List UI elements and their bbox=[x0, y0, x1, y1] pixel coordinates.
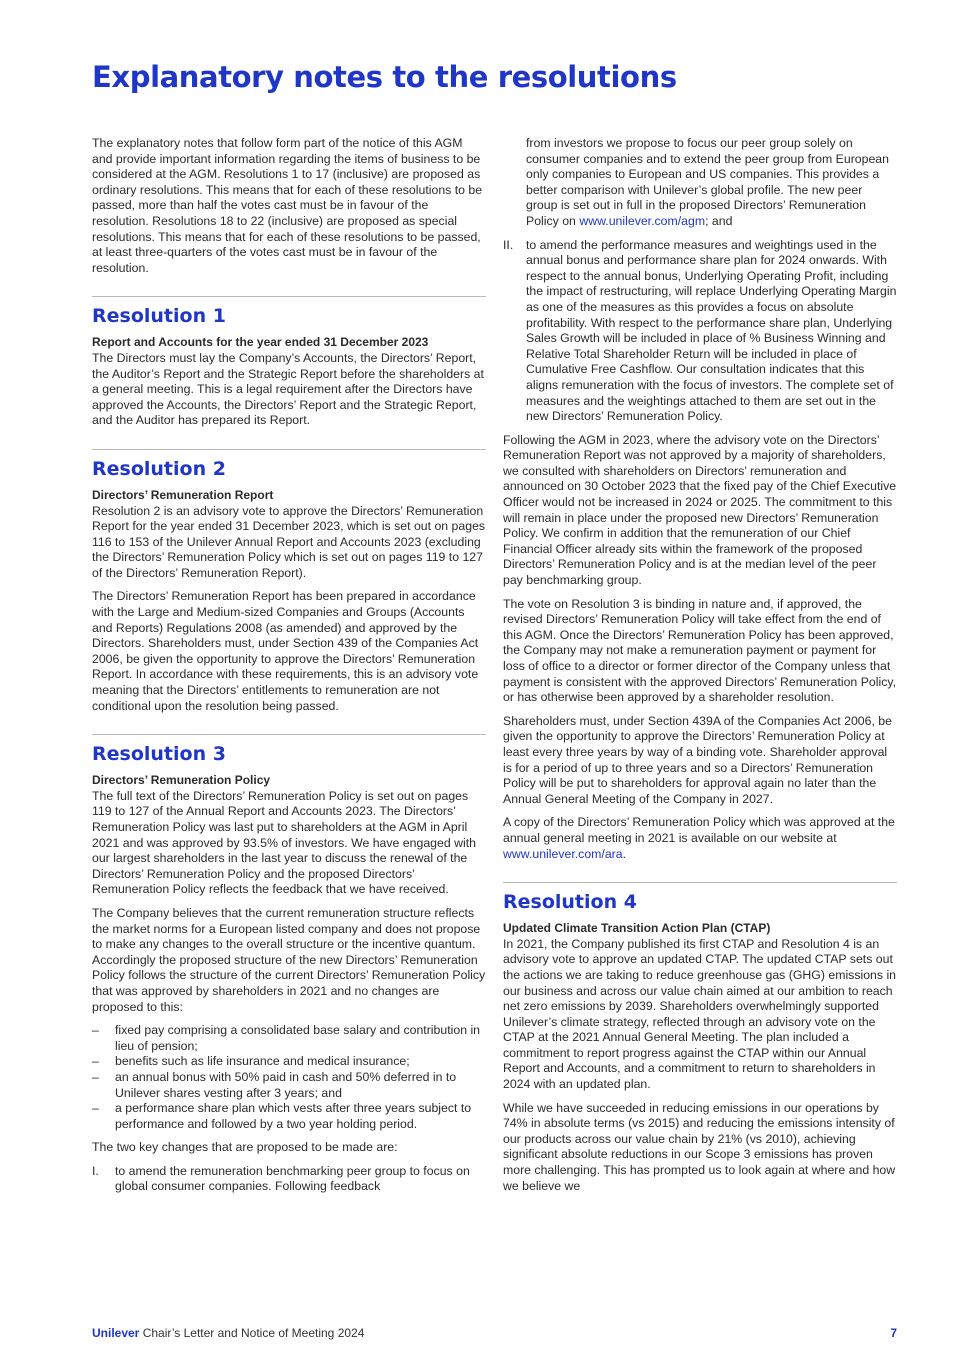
policy-copy-tail: . bbox=[622, 846, 627, 861]
resolution-2-text bbox=[92, 488, 486, 582]
page-number: 7 bbox=[890, 1326, 897, 1340]
list-item bbox=[92, 1054, 486, 1070]
dash-marker: – bbox=[92, 1069, 99, 1084]
list-item bbox=[92, 1070, 486, 1101]
list-item bbox=[92, 1101, 486, 1132]
list-item bbox=[92, 1164, 486, 1195]
divider bbox=[503, 882, 897, 883]
dash-marker: – bbox=[92, 1023, 99, 1038]
footer-brand: Unilever bbox=[92, 1326, 140, 1340]
resolution-2-subheading: Directors’ Remuneration Report bbox=[92, 487, 274, 502]
change-1-text: to amend the remuneration benchmarking peer group to focus on global consumer companies. Following feedback bbox=[115, 1163, 470, 1194]
page-title: Explanatory notes to the resolutions bbox=[92, 60, 677, 94]
list-item bbox=[92, 1023, 486, 1054]
resolution-4-subheading: Updated Climate Transition Action Plan (CTAP) bbox=[503, 921, 771, 936]
resolution-1-subheading: Report and Accounts for the year ended 31 December 2023 bbox=[92, 335, 429, 350]
divider bbox=[92, 296, 486, 297]
resolution-1-body: The Directors must lay the Company’s Accounts, the Directors’ Report, the Auditor’s Report and the Strategic Report before the shareholders at a general meeting. This is a legal requirement after the Directors have approved the Accounts, the Directors’ Report and the Strategic Report, and the Auditor has prepared its Report. bbox=[92, 350, 484, 428]
binding-vote-paragraph: The vote on Resolution 3 is binding in nature and, if approved, the revised Directors’ Remuneration Policy will take effect from the end of this AGM. Once the Directors’ Remuneration Policy has been approved, the Company may not make a remuneration payment or payment for loss of office to a director or former director of the Company unless that payment is consistent with the approved Directors’ Remuneration Policy, or has otherwise been approved by a shareholder resolution. bbox=[503, 596, 896, 705]
change-1-continuation bbox=[503, 136, 897, 230]
resolution-2-heading: Resolution 2 bbox=[92, 457, 226, 480]
list-item-text: a performance share plan which vests after three years subject to performance and followed by a two year holding period. bbox=[115, 1101, 472, 1131]
resolution-4-body-1: In 2021, the Company published its first CTAP and Resolution 4 is an advisory vote to approve an updated CTAP. The updated CTAP sets out the actions we are taking to reduce greenhouse gas (GHG) emissions in our business and across our value chain aimed at our ambition to reach net zero emissions by 2039. Shareholders overwhelmingly supported Unilever’s climate strategy, reflected through an advisory vote on the CTAP at the 2021 Annual General Meeting. The plan included a commitment to report progress against the CTAP within our Annual Report and Accounts, and a commitment to return to shareholders in 2024 with an updated plan. bbox=[503, 936, 897, 1092]
policy-copy-paragraph bbox=[503, 815, 897, 862]
divider bbox=[92, 734, 486, 735]
roman-marker: II. bbox=[503, 237, 514, 252]
footer-document-title: Chair’s Letter and Notice of Meeting 2024 bbox=[139, 1326, 365, 1340]
resolution-3-body-1: The full text of the Directors’ Remuneration Policy is set out on pages 119 to 127 of the Annual Report and Accounts 2023. The Directors’ Remuneration Policy was last put to shareholders at the AGM in April 2021 and was approved by 93.5% of investors. We have engaged with our largest shareholders in the last year to discuss the renewal of the Directors’ Remuneration Policy and the proposed Directors’ Remuneration Policy reflects the feedback that we have received. bbox=[92, 788, 476, 897]
dash-marker: – bbox=[92, 1101, 99, 1116]
change-1-continuation-text: from investors we propose to focus our peer group solely on consumer companies and to extend the peer group from European only companies to European and US companies. This provides a better comparison with Unilever’s global profile. The new peer group is set out in full in the proposed Directors’ Remuneration Policy on bbox=[526, 136, 889, 228]
dash-marker: – bbox=[92, 1054, 99, 1069]
resolution-1-text bbox=[92, 335, 486, 429]
resolution-3-heading: Resolution 3 bbox=[92, 743, 226, 766]
list-item-text: benefits such as life insurance and medical insurance; bbox=[115, 1054, 410, 1069]
key-changes-list bbox=[92, 1164, 486, 1195]
following-agm-paragraph: Following the AGM in 2023, where the advisory vote on the Directors’ Remuneration Report was not approved by a majority of shareholders, we consulted with shareholders on Directors’ remuneration and announced on 30 October 2023 that the fixed pay of the Chief Executive Officer would not be increased in 2024 or 2025. The commitment to this will remain in place under the proposed new Directors’ Remuneration Policy. We confirm in addition that the remuneration of our Chief Financial Officer already sits within the framework of the proposed Directors’ Remuneration Policy and is at the median level of the peer pay benchmarking group. bbox=[503, 432, 897, 588]
resolution-3-subheading: Directors’ Remuneration Policy bbox=[92, 773, 271, 788]
list-item-text: an annual bonus with 50% paid in cash and 50% deferred in to Unilever shares vesting after 3 years; and bbox=[115, 1069, 457, 1100]
intro-paragraph: The explanatory notes that follow form part of the notice of this AGM and provide important information regarding the items of business to be considered at the AGM. Resolutions 1 to 17 (inclusive) are proposed as ordinary resolutions. This means that for each of these resolutions to be passed, more than half the votes cast must be in favour of the resolution. Resolutions 18 to 22 (inclusive) are proposed as special resolutions. This means that for each of these resolutions to be passed, at least three-quarters of the votes cast must be in favour of the resolution. bbox=[92, 136, 483, 275]
list-item bbox=[503, 238, 897, 425]
policy-structure-list bbox=[92, 1023, 486, 1132]
ara-link[interactable]: www.unilever.com/ara bbox=[503, 846, 623, 861]
resolution-1-heading: Resolution 1 bbox=[92, 305, 226, 328]
resolution-2-body-1: Resolution 2 is an advisory vote to approve the Directors’ Remuneration Report for the year ended 31 December 2023, which is set out on pages 116 to 153 of the Unilever Annual Report and Accounts 2023 (excluding the Directors’ Remuneration Policy which is set out on pages 119 to 127 of the Directors’ Remuneration Report). bbox=[92, 503, 486, 580]
resolution-3-body-2: The Company believes that the current remuneration structure reflects the market norms for a European listed company and does not propose to make any changes to the overall structure or the incentive quantum. Accordingly the proposed structure of the new Directors’ Remuneration Policy follows the structure of the current Directors’ Remuneration Policy that was approved by shareholders in 2021 and no changes are proposed to this: bbox=[92, 905, 486, 1014]
right-column bbox=[503, 136, 897, 1202]
resolution-4-heading: Resolution 4 bbox=[503, 891, 637, 914]
resolution-2-body-2: The Directors’ Remuneration Report has been prepared in accordance with the Large and Medium-sized Companies and Groups (Accounts and Reports) Regulations 2008 (as amended) and approved by the Directors. Shareholders must, under Section 439 of the Companies Act 2006, be given the opportunity to approve the Directors’ Remuneration Report. In accordance with these requirements, this is an advisory vote meaning that the Directors’ entitlements to remuneration are not conditional upon the resolution being passed. bbox=[92, 589, 479, 713]
policy-copy-text: A copy of the Directors’ Remuneration Policy which was approved at the annual general meeting in 2021 is available on our website at bbox=[503, 815, 895, 845]
key-changes-list-continued bbox=[503, 238, 897, 425]
resolution-4-text bbox=[503, 921, 897, 1093]
changes-intro: The two key changes that are proposed to be made are: bbox=[92, 1140, 398, 1155]
resolution-4-body-2: While we have succeeded in reducing emissions in our operations by 74% in absolute terms (vs 2015) and reducing the emissions intensity of our products across our value chain by 21% (vs 2010), achieving significant absolute reductions in our Scope 3 emissions has proven more challenging. This has prompted us to look again at where and how we believe we bbox=[503, 1100, 896, 1193]
list-item-text: fixed pay comprising a consolidated base salary and contribution in lieu of pension; bbox=[115, 1023, 481, 1053]
left-column bbox=[92, 136, 486, 1203]
change-1-tail: ; and bbox=[705, 213, 733, 228]
section-439a-paragraph: Shareholders must, under Section 439A of the Companies Act 2006, be given the opportunity to approve the Directors’ Remuneration Policy at least every three years by way of a binding vote. Shareholder approval is for a period of up to three years and so a Directors’ Remuneration Policy will be put to shareholders for approval again no later than the Annual General Meeting of the Company in 2027. bbox=[503, 713, 892, 806]
resolution-3-text bbox=[92, 773, 486, 898]
page-footer bbox=[92, 1326, 897, 1340]
agm-link[interactable]: www.unilever.com/agm bbox=[579, 213, 706, 228]
change-2-text: to amend the performance measures and weightings used in the annual bonus and performance share plan for 2024 onwards. With respect to the annual bonus, Underlying Operating Profit, including the impact of restructuring, will replace Underlying Operating Margin as one of the measures as this provides a focus on absolute profitability. With respect to the performance share plan, Underlying Sales Growth will be included in place of % Business Winning and Relative Total Shareholder Return will be included in place of Cumulative Free Cashflow. Our consultation indicates that this aligns remuneration with the focus of investors. The complete set of measures and the weightings attached to them are set out in the new Directors’ Remuneration Policy. bbox=[526, 237, 897, 424]
roman-marker: I. bbox=[92, 1163, 99, 1178]
divider bbox=[92, 449, 486, 450]
